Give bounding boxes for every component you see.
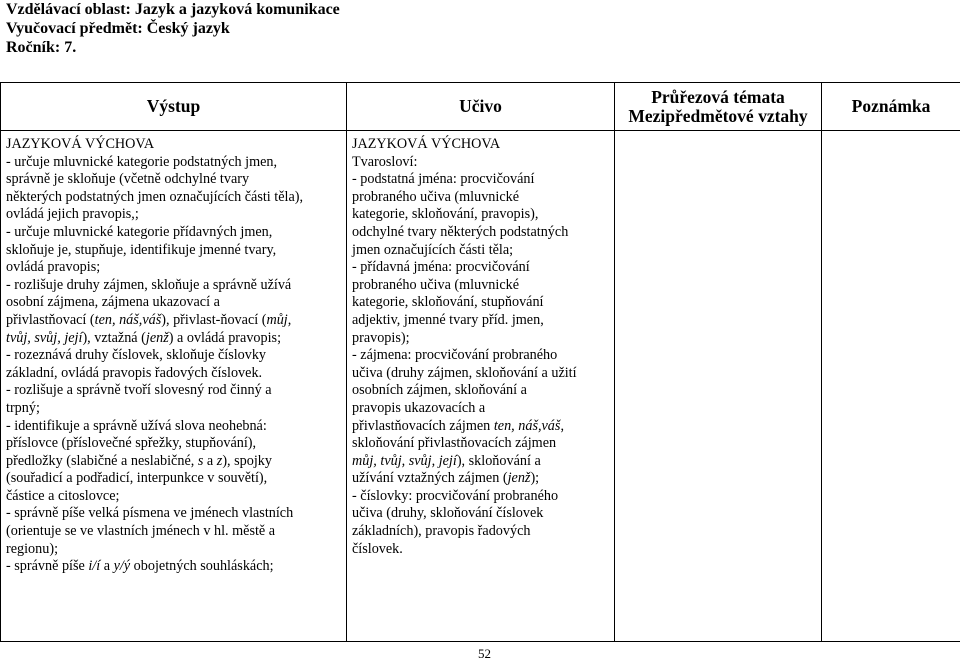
vystup-line: ovládá pravopis; [6,259,342,277]
page-number: 52 [478,646,491,662]
ucivo-line: číslovek. [352,541,610,559]
vystup-line: správně je skloňuje (včetně odchylné tvary [6,171,342,189]
vystup-line: (souřadicí a podřadicí, interpunkce v souvětí), [6,470,342,488]
vystup-line: základní, ovládá pravopis řadových číslovek. [6,365,342,383]
vystup-cell [1,131,347,642]
vystup-line: JAZYKOVÁ VÝCHOVA [6,136,342,154]
ucivo-line: probraného učiva (mluvnické [352,277,610,295]
ucivo-line: pravopis ukazovacích a [352,400,610,418]
subject-line: Vyučovací předmět: Český jazyk [6,19,340,38]
vystup-line: regionu); [6,541,342,559]
poznamka-cell [822,131,960,642]
ucivo-line: probraného učiva (mluvnické [352,189,610,207]
ucivo-line: - zájmena: procvičování probraného [352,347,610,365]
prurezova-header-line1: Průřezová témata [615,88,821,107]
vystup-line: předložky (slabičné a neslabičné, s a z), spojky [6,453,342,471]
vystup-line: - správně píše velká písmena ve jménech vlastních [6,505,342,523]
grade-line: Ročník: 7. [6,38,340,57]
prurezova-header-line2: Mezipředmětové vztahy [615,107,821,126]
vystup-text [1,131,346,576]
subject-area-line: Vzdělávací oblast: Jazyk a jazyková komunikace [6,0,340,19]
ucivo-line: učiva (druhy, skloňování číslovek [352,505,610,523]
vystup-line: příslovce (příslovečné spřežky, stupňování), [6,435,342,453]
ucivo-line: přivlastňovacích zájmen ten, náš,váš, [352,418,610,436]
ucivo-line: - číslovky: procvičování probraného [352,488,610,506]
vystup-line: - identifikuje a správně užívá slova neohebná: [6,418,342,436]
vystup-line: ovládá jejich pravopis,; [6,206,342,224]
prurezova-cell [615,131,822,642]
ucivo-line: Tvarosloví: [352,154,610,172]
ucivo-line: učiva (druhy zájmen, skloňování a užití [352,365,610,383]
vystup-line: tvůj, svůj, její), vztažná (jenž) a ovládá pravopis; [6,330,342,348]
vystup-line: trpný; [6,400,342,418]
curriculum-table [0,82,960,642]
ucivo-line: pravopis); [352,330,610,348]
ucivo-text [347,131,614,558]
vystup-line: osobní zájmena, zájmena ukazovací a [6,294,342,312]
ucivo-line: osobních zájmen, skloňování a [352,382,610,400]
vystup-line: některých podstatných jmen označujících části těla), [6,189,342,207]
vystup-line: - určuje mluvnické kategorie podstatných jmen, [6,154,342,172]
vystup-line: - rozeznává druhy číslovek, skloňuje číslovky [6,347,342,365]
ucivo-line: základních), pravopis řadových [352,523,610,541]
vystup-line: přivlastňovací (ten, náš,váš), přivlast-ňovací (můj, [6,312,342,330]
ucivo-line: kategorie, skloňování, stupňování [352,294,610,312]
ucivo-line: skloňování přivlastňovacích zájmen [352,435,610,453]
table-header-row [1,83,960,131]
ucivo-line: - podstatná jména: procvičování [352,171,610,189]
ucivo-line: adjektiv, jmenné tvary příd. jmen, [352,312,610,330]
vystup-line: - určuje mluvnické kategorie přídavných jmen, [6,224,342,242]
ucivo-cell [347,131,615,642]
document-header [6,0,340,57]
vystup-line: - rozlišuje a správně tvoří slovesný rod činný a [6,382,342,400]
column-header-poznamka: Poznámka [822,83,960,131]
vystup-line: (orientuje se ve vlastních jménech v hl. městě a [6,523,342,541]
ucivo-line: jmen označujících části těla; [352,242,610,260]
vystup-line: skloňuje je, stupňuje, identifikuje jmenné tvary, [6,242,342,260]
ucivo-line: - přídavná jména: procvičování [352,259,610,277]
ucivo-line: JAZYKOVÁ VÝCHOVA [352,136,610,154]
ucivo-line: můj, tvůj, svůj, její), skloňování a [352,453,610,471]
ucivo-line: užívání vztažných zájmen (jenž); [352,470,610,488]
vystup-line: - rozlišuje druhy zájmen, skloňuje a správně užívá [6,277,342,295]
column-header-ucivo: Učivo [347,83,615,131]
ucivo-line: kategorie, skloňování, pravopis), [352,206,610,224]
column-header-prurezova [615,83,822,131]
table-row [1,131,960,642]
vystup-line: částice a citoslovce; [6,488,342,506]
vystup-line: - správně píše i/í a y/ý obojetných souhláskách; [6,558,342,576]
ucivo-line: odchylné tvary některých podstatných [352,224,610,242]
column-header-vystup: Výstup [1,83,347,131]
